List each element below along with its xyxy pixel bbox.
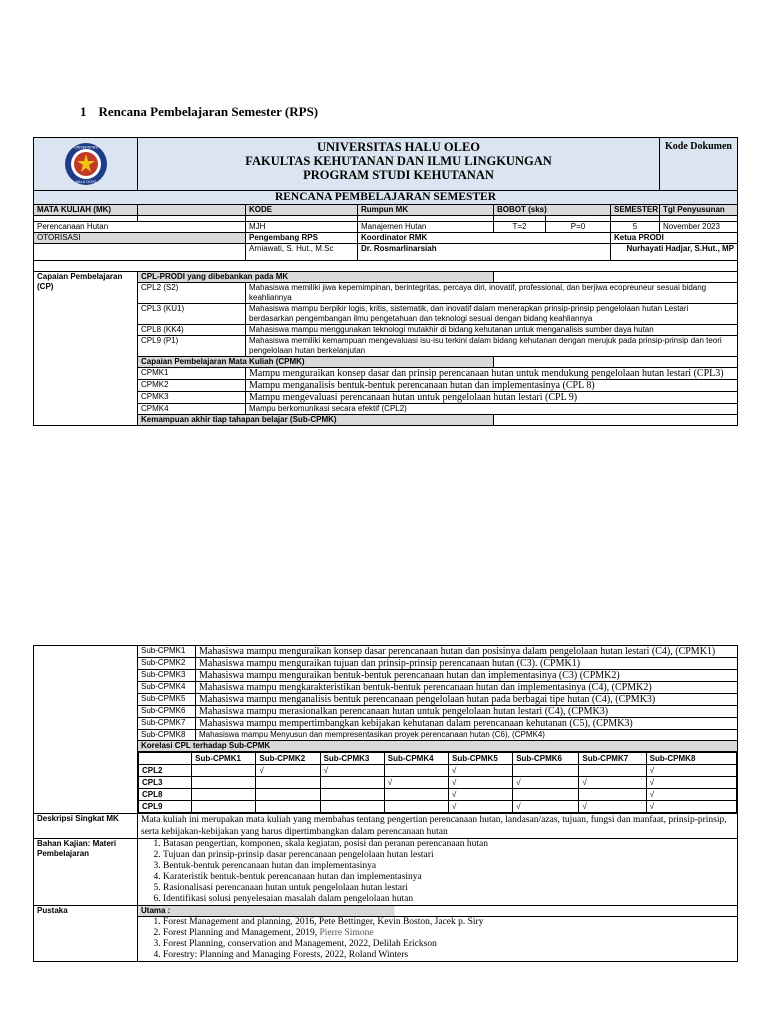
- sub-cpmk-left: [34, 646, 138, 814]
- tgl-header: Tgl Penyusunan: [660, 205, 738, 216]
- korelasi-cpl: CPL9: [139, 801, 192, 813]
- institution-header: [138, 138, 660, 191]
- korelasi-mark: √: [384, 777, 448, 789]
- bahan-item: 4. Karateristik bentuk-bentuk perencanaan hutan dan implementasinya: [163, 872, 734, 883]
- rps-header-table: [33, 137, 738, 426]
- koordinator-name: Dr. Rosmarlinarsiah: [358, 244, 611, 261]
- logo-text-bottom: HALU OLEO: [75, 180, 96, 184]
- mk-tgl: November 2023: [660, 222, 738, 233]
- cpl-text: Mahasiswa memiliki kemampuan mengevaluasi isu-isu terkini dalam bidang kehutanan dengan merujuk pada prinsip-prinsip dan teori pengelolaan hutan berkelanjutan: [246, 336, 738, 357]
- sub-cpmk-text: Mahasiswa mampu menguraikan tujuan dan prinsip-prinsip perencanaan hutan (C3). (CPMK1): [196, 658, 738, 670]
- bahan-item: 6. Identifikasi solusi penyelesaian masalah dalam pengelolaan hutan: [163, 894, 734, 905]
- sub-cpmk-code: Sub-CPMK6: [138, 706, 196, 718]
- korelasi-mark: √: [256, 765, 320, 777]
- korelasi-row: [139, 789, 737, 801]
- university-logo: [64, 142, 108, 186]
- korelasi-table: [138, 752, 737, 813]
- sub-cpmk-code: Sub-CPMK1: [138, 646, 196, 658]
- pustaka-label: Pustaka: [34, 906, 138, 962]
- pustaka-item: 2. Forest Planning and Management, 2019, Pierre Simone: [163, 928, 734, 939]
- cpmk-code: CPMK1: [138, 368, 246, 380]
- korelasi-mark: √: [320, 765, 384, 777]
- sub-cpmk-text: Mahasiswa mampu merasionalkan perencanaan hutan untuk pengelolaan hutan lestari (C4), (CPMK3): [196, 706, 738, 718]
- bahan-item: 3. Bentuk-bentuk perencanaan hutan dan implementasinya: [163, 861, 734, 872]
- sub-cpmk-code: Sub-CPMK7: [138, 718, 196, 730]
- korelasi-row: [139, 765, 737, 777]
- cpmk-text: Mampu mengevaluasi perencanaan hutan untuk pengelolaan hutan lestari (CPL 9): [246, 392, 738, 404]
- semester-header: SEMESTER: [611, 205, 660, 216]
- korelasi-mark: [192, 765, 256, 777]
- pustaka-item: 4. Forestry: Planning and Managing Forests, 2022, Roland Winters: [163, 950, 734, 961]
- cpl-text: Mahasiswa memiliki jiwa kepemimpinan, berintegritas, percaya diri, inovatif, professional, dan berjiwa ecopreuneur sesuai bidang keahliannya: [246, 283, 738, 304]
- korelasi-mark: [320, 777, 384, 789]
- korelasi-mark: √: [448, 777, 512, 789]
- mk-semester: 5: [611, 222, 660, 233]
- cp-label: Capaian Pembelajaran (CP): [34, 272, 138, 426]
- university-name: UNIVERSITAS HALU OLEO: [317, 140, 481, 154]
- korelasi-col: Sub-CPMK7: [579, 753, 646, 765]
- korelasi-mark: [192, 801, 256, 813]
- mk-t: T=2: [494, 222, 546, 233]
- pengembang-header: Pengembang RPS: [246, 233, 358, 244]
- korelasi-mark: [256, 777, 320, 789]
- pustaka-item: 1. Forest Management and planning, 2016, Pete Bettinger, Kevin Boston, Jacek p. Siry: [163, 917, 734, 928]
- bahan-item: 1. Batasan pengertian, komponen, skala kegiatan, posisi dan peranan perencanaan hutan: [163, 839, 734, 850]
- bahan-list: [141, 839, 734, 905]
- ketua-header: Ketua PRODI: [611, 233, 738, 244]
- pustaka-item: 3. Forest Planning, conservation and Management, 2022, Delilah Erickson: [163, 939, 734, 950]
- korelasi-mark: [256, 789, 320, 801]
- korelasi-mark: √: [448, 801, 512, 813]
- sub-cpmk-code: Sub-CPMK3: [138, 670, 196, 682]
- cpl-prodi-header: CPL-PRODI yang dibebankan pada MK: [138, 272, 494, 283]
- cpmk-code: CPMK2: [138, 380, 246, 392]
- sub-cpmk-code: Sub-CPMK5: [138, 694, 196, 706]
- pustaka-utama-label: Utama :: [138, 906, 738, 917]
- sub-cpmk-text: Mahasiswa mampu Menyusun dan mempresentasikan proyek perencanaan hutan (C6), (CPMK4): [196, 730, 738, 741]
- cpmk-header: Capaian Pembelajaran Mata Kuliah (CPMK): [138, 357, 494, 368]
- korelasi-col: Sub-CPMK4: [384, 753, 448, 765]
- cpmk-text: Mampu berkomunikasi secara efektif (CPL2): [246, 404, 738, 415]
- cpl-code: CPL3 (KU1): [138, 304, 246, 325]
- sub-cpmk-header: Kemampuan akhir tiap tahapan belajar (Sub-CPMK): [138, 415, 494, 426]
- deskripsi-text: Mata kuliah ini merupakan mata kuliah yang membahas tentang pengertian perencanaan hutan, landasan/azas, tujuan, fungsi dan manfaat, prinsip-prinsip, serta kebijakan-kebijakan yang harus dipertimbangkan dalam perencanaan hutan: [138, 814, 738, 839]
- korelasi-row: [139, 801, 737, 813]
- korelasi-col: Sub-CPMK6: [513, 753, 579, 765]
- korelasi-mark: [320, 789, 384, 801]
- section-heading: [80, 104, 318, 120]
- korelasi-mark: √: [646, 789, 736, 801]
- section-title: Rencana Pembelajaran Semester (RPS): [98, 104, 319, 119]
- korelasi-mark: √: [513, 777, 579, 789]
- korelasi-cpl: CPL8: [139, 789, 192, 801]
- sub-cpmk-text: Mahasiswa mampu mengkarakteristikan bentuk-bentuk perencanaan hutan dan implementasinya (C4), (CPMK2): [196, 682, 738, 694]
- cpmk-text: Mampu menguraikan konsep dasar dan prinsip perencanaan hutan untuk mendukung pengelolaan hutan lestari (CPL3): [246, 368, 738, 380]
- korelasi-mark: √: [448, 789, 512, 801]
- korelasi-col: Sub-CPMK3: [320, 753, 384, 765]
- korelasi-mark: [513, 789, 579, 801]
- korelasi-cpl: CPL2: [139, 765, 192, 777]
- koordinator-header: Koordinator RMK: [358, 233, 611, 244]
- korelasi-mark: [579, 765, 646, 777]
- korelasi-mark: [320, 801, 384, 813]
- pengembang-name: Arniawati, S. Hut., M.Sc: [246, 244, 358, 261]
- cpl-text: Mahasiswa mampu berpikir logis, kritis, sistematik, dan inovatif dalam menerapkan prinsip-prinsip pengelolaan hutan Lestari berdasarkan pengembangan ilmu pengetahuan dan teknologi sesuai dengan bidang keahliannya: [246, 304, 738, 325]
- korelasi-mark: [384, 765, 448, 777]
- kode-header: KODE: [246, 205, 358, 216]
- sub-cpmk-text: Mahasiswa mampu menguraikan konsep dasar perencanaan hutan dan posisinya dalam pengelolaan hutan lestari (C4), (CPMK1): [196, 646, 738, 658]
- cpl-code: CPL9 (P1): [138, 336, 246, 357]
- logo-text-top: UNIVERSITAS: [73, 145, 98, 150]
- rps-detail-table: [33, 645, 738, 962]
- otorisasi-label: OTORISASI: [34, 233, 246, 244]
- korelasi-mark: √: [513, 801, 579, 813]
- korelasi-col: Sub-CPMK5: [448, 753, 512, 765]
- ketua-name: Nurhayati Hadjar, S.Hut., MP: [611, 244, 738, 261]
- mk-rumpun: Manajemen Hutan: [358, 222, 494, 233]
- cpmk-code: CPMK3: [138, 392, 246, 404]
- korelasi-row: [139, 777, 737, 789]
- deskripsi-label: Deskripsi Singkat MK: [34, 814, 138, 839]
- bahan-item: 5. Rasionalisasi perencanaan hutan untuk pengelolaan hutan lestari: [163, 883, 734, 894]
- bahan-label: Bahan Kajian: Materi Pembelajaran: [34, 839, 138, 906]
- korelasi-mark: [579, 789, 646, 801]
- korelasi-mark: [192, 777, 256, 789]
- korelasi-mark: [256, 801, 320, 813]
- cpmk-text: Mampu menganalisis bentuk-bentuk perencanaan hutan dan implementasinya (CPL 8): [246, 380, 738, 392]
- mk-header: MATA KULIAH (MK): [34, 205, 138, 216]
- sub-cpmk-text: Mahasiswa mampu menganalisis bentuk perencanaan pengelolaan hutan pada berbagai tipe hutan (C4), (CPMK3): [196, 694, 738, 706]
- korelasi-mark: √: [646, 801, 736, 813]
- korelasi-col: Sub-CPMK2: [256, 753, 320, 765]
- sub-cpmk-text: Mahasiswa mampu mempertimbangkan kebijakan kehutanan dalam perencanaan kehutanan (C5), (CPMK3): [196, 718, 738, 730]
- kode-dokumen-label: Kode Dokumen: [660, 138, 738, 191]
- cpmk-code: CPMK4: [138, 404, 246, 415]
- pustaka-author: Pierre Simone: [319, 928, 374, 938]
- sub-cpmk-code: Sub-CPMK2: [138, 658, 196, 670]
- korelasi-mark: √: [579, 801, 646, 813]
- korelasi-mark: [192, 789, 256, 801]
- faculty-name: FAKULTAS KEHUTANAN DAN ILMU LINGKUNGAN: [245, 154, 552, 168]
- document-title: RENCANA PEMBELAJARAN SEMESTER: [34, 191, 738, 205]
- korelasi-header: Korelasi CPL terhadap Sub-CPMK: [138, 741, 738, 752]
- sub-cpmk-code: Sub-CPMK4: [138, 682, 196, 694]
- mk-kode: MJH: [246, 222, 358, 233]
- korelasi-mark: √: [448, 765, 512, 777]
- cpl-code: CPL2 (S2): [138, 283, 246, 304]
- pustaka-list: [141, 917, 734, 961]
- korelasi-mark: √: [646, 777, 736, 789]
- korelasi-mark: [384, 801, 448, 813]
- korelasi-col: Sub-CPMK1: [192, 753, 256, 765]
- bobot-header: BOBOT (sks): [494, 205, 611, 216]
- logo-cell: [34, 138, 138, 191]
- mk-p: P=0: [546, 222, 611, 233]
- program-name: PROGRAM STUDI KEHUTANAN: [303, 168, 494, 182]
- korelasi-mark: [384, 789, 448, 801]
- sub-cpmk-text: Mahasiswa mampu menguraikan bentuk-bentuk perencanaan hutan dan implementasinya (C3) (CPMK2): [196, 670, 738, 682]
- cpl-text: Mahasiswa mampu menggunakan teknologi mutakhir di bidang kehutanan untuk menganalisis sumber daya hutan: [246, 325, 738, 336]
- cpl-code: CPL8 (KK4): [138, 325, 246, 336]
- korelasi-mark: √: [646, 765, 736, 777]
- sub-cpmk-code: Sub-CPMK8: [138, 730, 196, 741]
- rumpun-header: Rumpun MK: [358, 205, 494, 216]
- korelasi-cpl: CPL3: [139, 777, 192, 789]
- korelasi-mark: [513, 765, 579, 777]
- korelasi-mark: √: [579, 777, 646, 789]
- section-number: 1: [80, 104, 87, 119]
- bahan-item: 2. Tujuan dan prinsip-prinsip dasar perencanaan pengelolaan hutan lestari: [163, 850, 734, 861]
- korelasi-col: Sub-CPMK8: [646, 753, 736, 765]
- mk-name: Perencanaan Hutan: [34, 222, 246, 233]
